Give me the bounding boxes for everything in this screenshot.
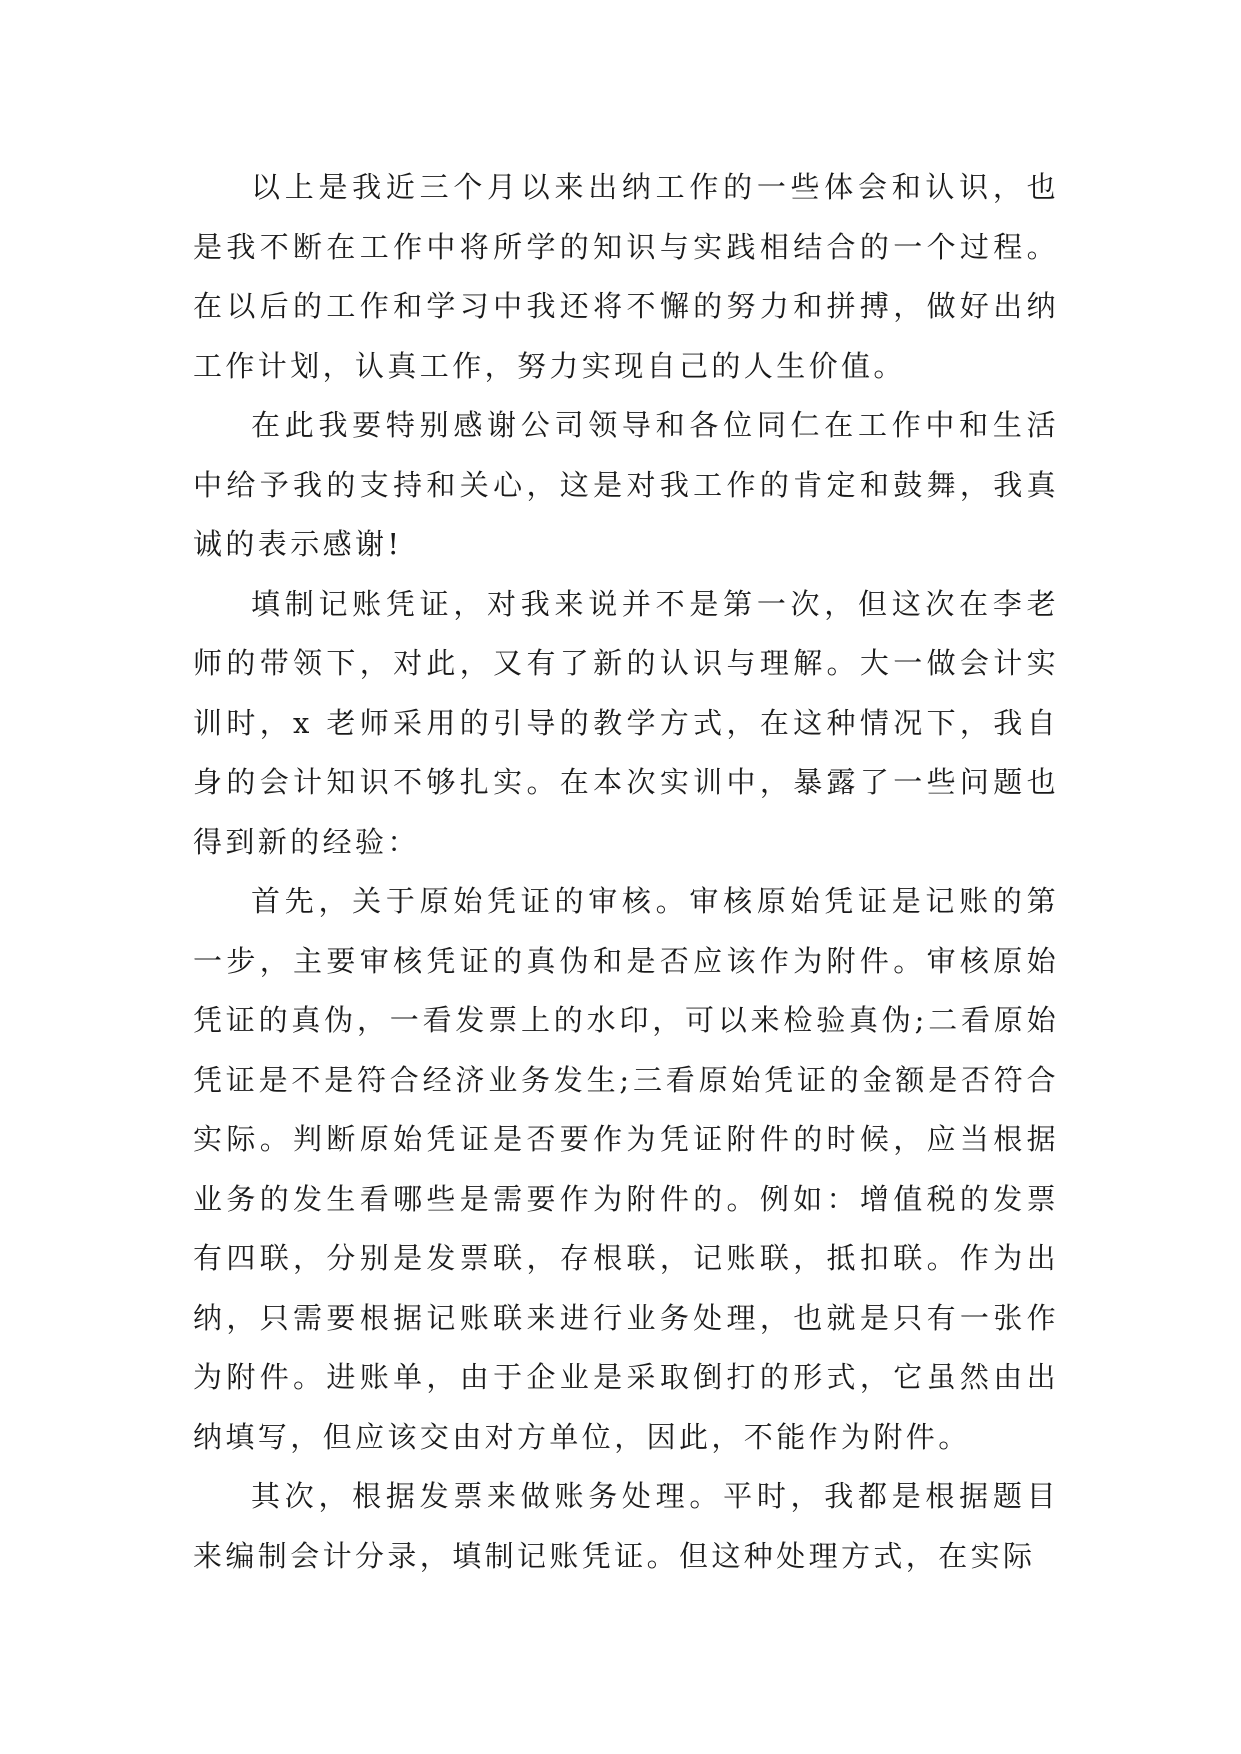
paragraph-5: 其次，根据发票来做账务处理。平时，我都是根据题目来编制会计分录，填制记账凭证。但这种处理方式，在实际 <box>193 1479 1059 1573</box>
body-text <box>193 158 1059 1586</box>
paragraph-2: 在此我要特别感谢公司领导和各位同仁在工作中和生活中给予我的支持和关心，这是对我工作的肯定和鼓舞，我真诚的表示感谢! <box>193 408 1059 561</box>
paragraph-4: 首先，关于原始凭证的审核。审核原始凭证是记账的第一步，主要审核凭证的真伪和是否应该作为附件。审核原始凭证的真伪，一看发票上的水印，可以来检验真伪;二看原始凭证是不是符合经济业务发生;三看原始凭证的金额是否符合实际。判断原始凭证是否要作为凭证附件的时候，应当根据业务的发生看哪些是需要作为附件的。例如：增值税的发票有四联，分别是发票联，存根联，记账联，抵扣联。作为出纳，只需要根据记账联来进行业务处理，也就是只有一张作为附件。进账单，由于企业是采取倒打的形式，它虽然由出纳填写，但应该交由对方单位，因此，不能作为附件。 <box>193 884 1059 1454</box>
paragraph-1: 以上是我近三个月以来出纳工作的一些体会和认识，也是我不断在工作中将所学的知识与实践相结合的一个过程。在以后的工作和学习中我还将不懈的努力和拼搏，做好出纳工作计划，认真工作，努力实现自己的人生价值。 <box>193 170 1059 383</box>
paragraph-3: 填制记账凭证，对我来说并不是第一次，但这次在李老师的带领下，对此，又有了新的认识与理解。大一做会计实训时，x 老师采用的引导的教学方式，在这种情况下，我自身的会计知识不够扎实。在本次实训中，暴露了一些问题也得到新的经验： <box>193 586 1059 859</box>
